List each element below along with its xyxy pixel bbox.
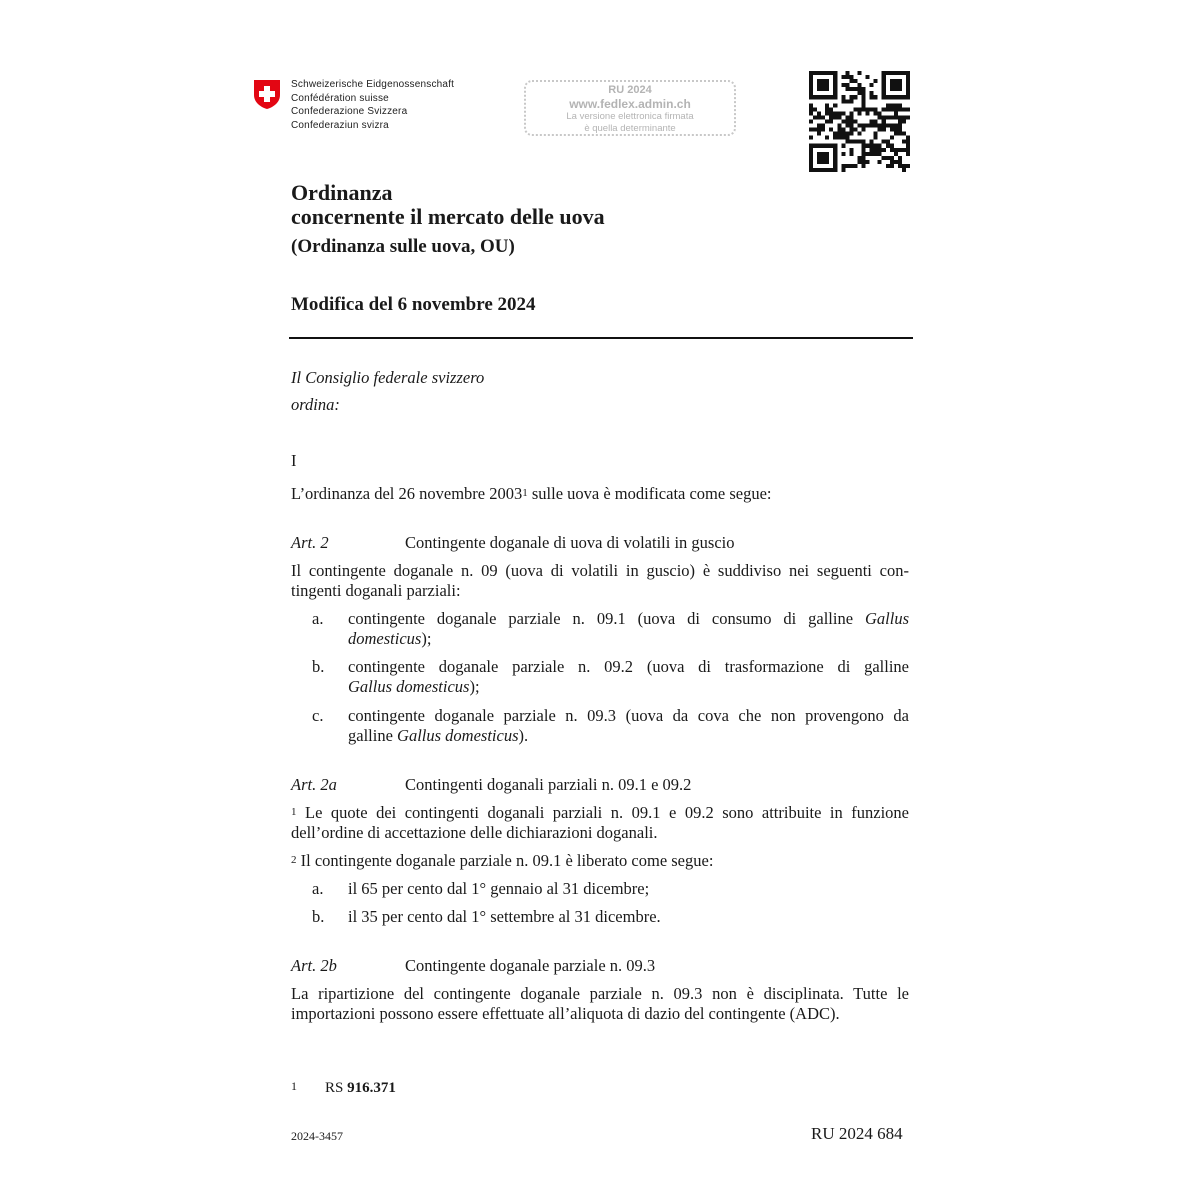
art2a-paragraph-1-line-1: $^1$ Le quote dei contingenti doganali parziali n. 09.1 e 09.2 sono attribuite in funzione [291, 803, 909, 822]
confederation-name-de: Schweizerische Eidgenossenschaft [291, 79, 455, 90]
stamp-line-1: RU 2024 [608, 84, 652, 96]
art2a-item-b-text: il 35 per cento dal 1° settembre al 31 dicembre. [348, 907, 661, 926]
art2-paragraph-line-2: tingenti doganali parziali: [291, 581, 461, 600]
qr-code-icon [809, 71, 910, 172]
footnote-text: RS 916.371 [325, 1080, 396, 1096]
art2-label: Art. 2 [291, 533, 329, 552]
section-intro-after: sulle uova è modificata come segue: [527, 484, 772, 503]
section-intro [291, 484, 772, 504]
confederation-names [291, 78, 454, 132]
art2-paragraph-line-1: Il contingente doganale n. 09 (uova di volatili in guscio) è suddiviso nei seguenti con- [291, 561, 909, 580]
confederation-name-it: Confederazione Svizzera [291, 106, 408, 117]
art2a-label: Art. 2a [291, 775, 337, 794]
stamp-line-2: www.fedlex.admin.ch [569, 97, 691, 111]
section-intro-before: L’ordinanza del 26 novembre 2003 [291, 484, 523, 503]
art2b-paragraph-line-1: La ripartizione del contingente doganale parziale n. 09.3 non è disciplinata. Tutte le [291, 984, 909, 1003]
art2-item-a-line-1: contingente doganale parziale n. 09.1 (uova di consumo di galline Gallus [348, 609, 909, 628]
stamp-line-3: La versione elettronica firmata [566, 111, 694, 122]
art2-item-b-letter: b. [312, 657, 325, 676]
art2-item-a-letter: a. [312, 609, 324, 628]
art2-item-c-line-1: contingente doganale parziale n. 09.3 (uova da cova che non provengono da [348, 706, 909, 725]
art2b-paragraph-line-2: importazioni possono essere effettuate all’aliquota di dazio del contingente (ADC). [291, 1004, 840, 1023]
electronic-version-stamp [524, 80, 736, 136]
confederation-name-rm: Confederaziun svizra [291, 119, 389, 131]
section-numeral: I [291, 451, 297, 470]
title-line-2: concernente il mercato delle uova [291, 204, 605, 229]
art2-item-b-line-1: contingente doganale parziale n. 09.2 (uova di trasformazione di galline [348, 657, 909, 676]
art2-item-c-line-2: galline Gallus domesticus). [348, 726, 529, 745]
swiss-cross-icon [253, 79, 281, 110]
art2a-title: Contingenti doganali parziali n. 09.1 e 09.2 [405, 775, 692, 794]
title-line-1: Ordinanza [291, 180, 393, 205]
page-reference: RU 2024 684 [811, 1124, 903, 1143]
art2a-item-a-letter: a. [312, 879, 324, 898]
art2-title: Contingente doganale di uova di volatili in guscio [405, 533, 735, 552]
art2-item-a-line-2: domesticus); [348, 629, 432, 648]
confederation-name-fr: Confédération suisse [291, 92, 389, 104]
short-title: (Ordinanza sulle uova, OU) [291, 236, 515, 257]
art2-item-c-letter: c. [312, 706, 324, 725]
art2a-item-b-letter: b. [312, 907, 325, 926]
art2a-paragraph-1-line-2: dell’ordine di accettazione delle dichiarazioni doganali. [291, 823, 658, 842]
art2a-paragraph-2: $^2$ Il contingente doganale parziale n. 09.1 è liberato come segue: [291, 851, 714, 870]
preamble-decrees: ordina: [291, 395, 340, 414]
modification-date: Modifica del 6 novembre 2024 [291, 294, 536, 315]
title-rule [289, 337, 913, 339]
document-number: 2024-3457 [291, 1129, 343, 1143]
footnote-number: 1 [291, 1079, 297, 1093]
art2a-item-a-text: il 65 per cento dal 1° gennaio al 31 dicembre; [348, 879, 650, 898]
footnote-ref: 1 [522, 487, 528, 499]
stamp-line-4: è quella determinante [584, 122, 676, 134]
preamble-authority: Il Consiglio federale svizzero [291, 368, 485, 387]
art2b-label: Art. 2b [291, 956, 337, 975]
art2-item-b-line-2: Gallus domesticus); [348, 677, 480, 696]
art2b-title: Contingente doganale parziale n. 09.3 [405, 956, 656, 975]
